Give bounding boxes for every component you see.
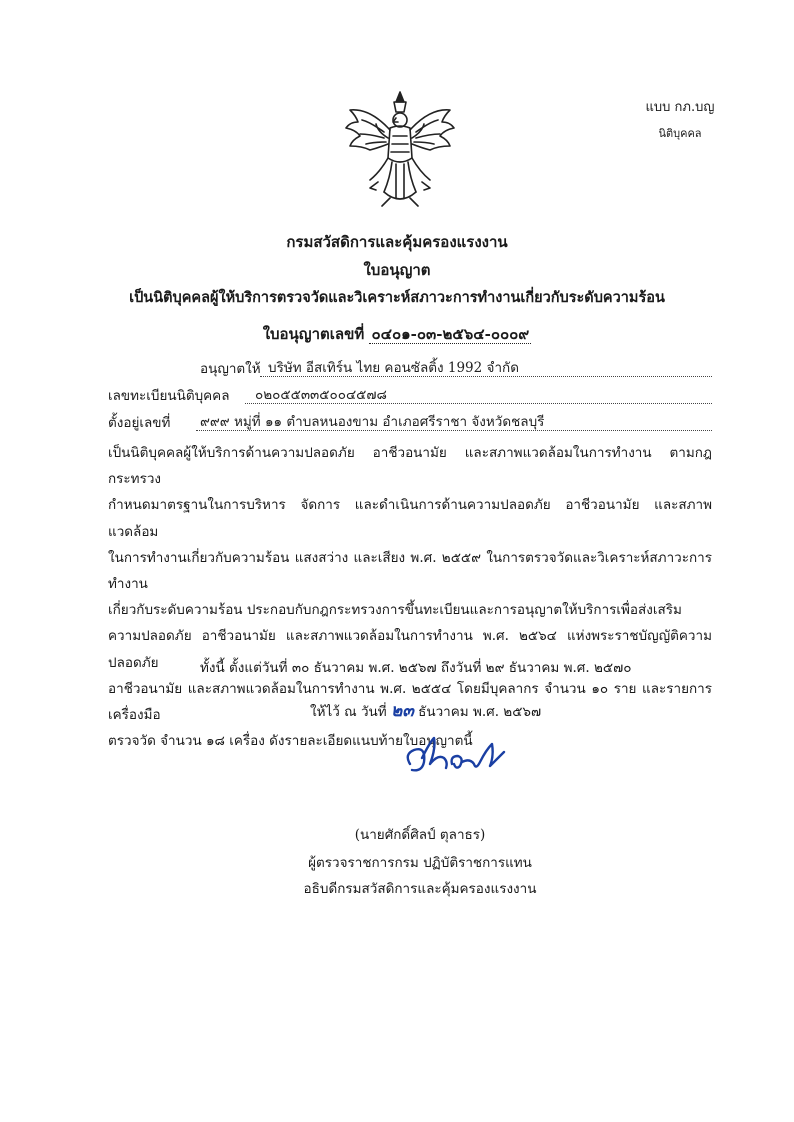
garuda-emblem-icon	[340, 88, 460, 212]
grantee-label: อนุญาตให้	[200, 361, 261, 377]
registration-value: ๐๒๐๕๕๓๓๕๐๐๔๕๗๘	[255, 387, 387, 403]
body-line: กำหนดมาตรฐานในการบริหาร จัดการ และดำเนินการด้านความปลอดภัย อาชีวอนามัย และสภาพแวดล้อม	[108, 497, 712, 540]
department-title: กรมสวัสดิการและคุ้มครองแรงงาน	[286, 233, 508, 251]
signatory-name: (นายศักดิ์ศิลป์ ตุลาธร)	[354, 827, 486, 843]
document-type: ใบอนุญาต	[363, 261, 431, 279]
signatory-position: ผู้ตรวจราชการกรม ปฏิบัติราชการแทน	[308, 855, 532, 871]
body-line: ความปลอดภัย อาชีวอนามัย และสภาพแวดล้อมในการทำงาน พ.ศ. ๒๕๖๔ แห่งพระราชบัญญัติความปลอดภัย	[108, 628, 712, 671]
body-line: อาชีวอนามัย และสภาพแวดล้อมในการทำงาน พ.ศ. ๒๕๕๔ โดยมีบุคลากร จำนวน ๑๐ ราย และรายการเครื่องมือ	[108, 680, 712, 724]
issued-date	[310, 697, 541, 724]
address-label: ตั้งอยู่เลขที่	[108, 415, 171, 431]
validity-period: ทั้งนี้ ตั้งแต่วันที่ ๓๐ ธันวาคม พ.ศ. ๒๕๖๗ ถึงวันที่ ๒๙ ธันวาคม พ.ศ. ๒๕๗๐	[200, 660, 632, 676]
body-line: ในการทำงานเกี่ยวกับความร้อน แสงสว่าง และเสียง พ.ศ. ๒๕๕๙ ในการตรวจวัดและวิเคราะห์สภาวะการทำงาน	[108, 549, 712, 593]
issued-day: ๒๓	[390, 701, 414, 721]
issued-prefix: ให้ไว้ ณ วันที่	[310, 704, 387, 720]
signatory-title: อธิบดีกรมสวัสดิการและคุ้มครองแรงงาน	[303, 881, 537, 897]
issued-suffix: ธันวาคม พ.ศ. ๒๕๖๗	[418, 704, 542, 720]
license-number: ๐๔๐๑-๐๓-๒๕๖๔-๐๐๐๙	[371, 325, 530, 343]
body-line: เป็นนิติบุคคลผู้ให้บริการด้านความปลอดภัย อาชีวอนามัย และสภาพแวดล้อมในการทำงาน ตามกฎกระทรวง	[108, 445, 712, 488]
registration-label: เลขทะเบียนนิติบุคคล	[108, 388, 230, 404]
license-number-label: ใบอนุญาตเลขที่	[262, 325, 365, 343]
form-code: แบบ กภ.บญ	[645, 100, 715, 115]
license-subject: เป็นนิติบุคคลผู้ให้บริการตรวจวัดและวิเคราะห์สภาวะการทำงานเกี่ยวกับระดับความร้อน	[129, 289, 665, 306]
license-number-line	[80, 322, 714, 346]
body-line: ตรวจวัด จำนวน ๑๘ เครื่อง ดังรายละเอียดแนบท้ายใบอนุญาตนี้	[108, 733, 473, 750]
handwritten-signature	[400, 728, 520, 784]
address-value: ๙๙๙ หมู่ที่ ๑๑ ตำบลหนองขาม อำเภอศรีราชา จังหวัดชลบุรี	[200, 414, 545, 430]
body-line: เกี่ยวกับระดับความร้อน ประกอบกับกฎกระทรวงการขึ้นทะเบียนและการอนุญาตให้บริการเพื่อส่งเสริม	[108, 602, 682, 619]
grantee-value: บริษัท อีสเทิร์น ไทย คอนซัลติ้ง 1992 จำกัด	[268, 360, 519, 376]
form-type: นิติบุคคล	[658, 127, 702, 140]
